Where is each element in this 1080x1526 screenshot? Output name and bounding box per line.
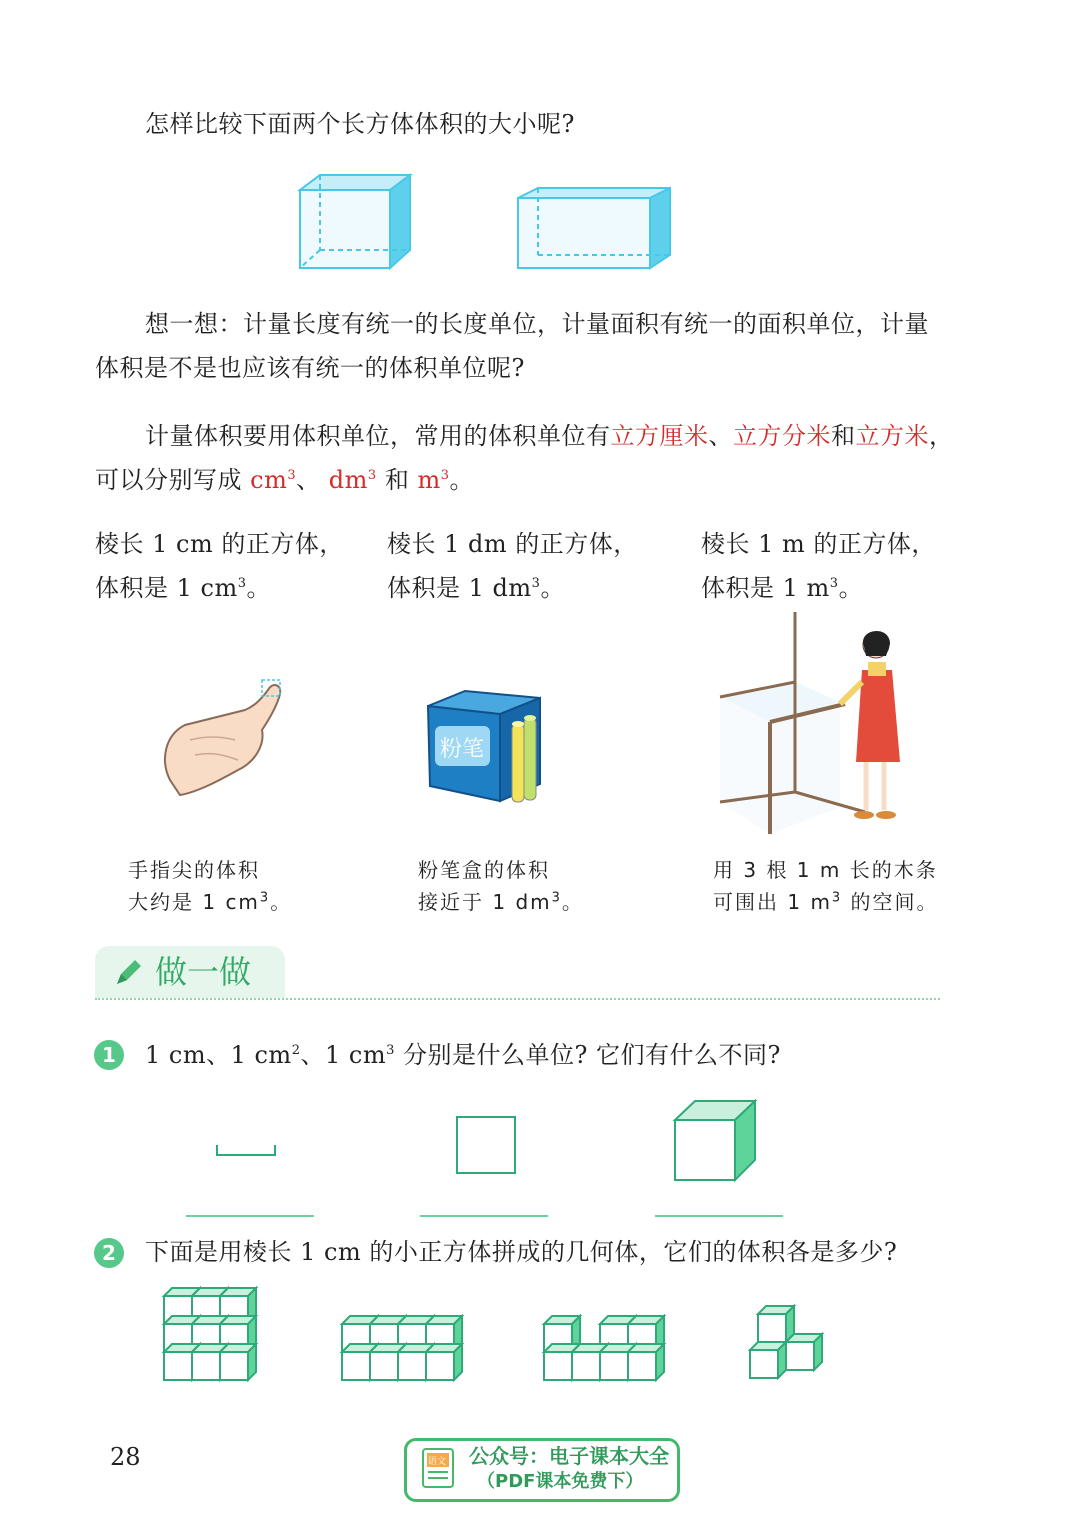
cubic-meter-illustration [680,612,910,837]
unit-line-shape [217,1145,275,1155]
fingertip-illustration [150,670,300,810]
assembly-c [544,1316,664,1380]
definition-dm: 棱长 1 dm 的正方体， 体积是 1 $dm^3$。 [387,530,638,602]
cuboid-figures [290,170,690,280]
book-icon [419,1445,461,1495]
answer-blank-2[interactable] [420,1215,548,1217]
symbol-dm3: $dm^3$ [328,466,377,494]
pencil-icon [113,958,143,988]
and-text: 和 [831,422,856,450]
think-line-1: 想一想：计量长度有统一的长度单位，计量面积有统一的面积单位，计量 [145,310,929,338]
footer-watermark [404,1438,680,1502]
unit-cube-shape [675,1101,755,1180]
section-header [95,946,285,998]
exercise-2-badge: 2 [94,1238,124,1268]
sep: 、 [296,466,321,494]
unit-shapes [200,1095,780,1185]
assembly-a [164,1288,256,1380]
definition-cm: 棱长 1 cm 的正方体， 体积是 1 $cm^3$。 [95,530,344,602]
section-divider [95,998,940,1000]
unit-cubic-dm: 立方分米 [733,422,831,450]
sep: 、 [708,422,733,450]
symbol-cm3: $cm^3$ [250,466,297,494]
caption-cubic-meter: 用 3 根 1 m 长的木条 可围出 1 $m^3$ 的空间。 [713,858,939,914]
cuboid-right [518,188,670,268]
units-line-1 [145,414,954,458]
exercise-2-text: 下面是用棱长 1 cm 的小正方体拼成的几何体，它们的体积各是多少? [145,1238,898,1266]
chalk-box-illustration [420,686,550,811]
exercise-1-text: 1 cm、1 $cm^2$、1 $cm^3$ 分别是什么单位? 它们有什么不同? [145,1041,781,1069]
units-line-2 [95,458,474,502]
chalk-label: 粉笔 [440,737,485,762]
cube-assemblies [150,1280,850,1390]
svg-text:语文: 语文 [428,1457,447,1467]
units-text-2: 可以分别写成 [95,466,242,494]
footer-line-1: 公众号：电子课本大全 [469,1444,669,1468]
page-number: 28 [110,1443,141,1471]
period: 。 [449,466,474,494]
answer-blank-1[interactable] [186,1215,314,1217]
answer-blank-3[interactable] [655,1215,783,1217]
think-line-2: 体积是不是也应该有统一的体积单位呢? [95,354,525,382]
cuboid-left [300,175,410,268]
unit-cubic-m: 立方米 [855,422,929,450]
units-text: 计量体积要用体积单位，常用的体积单位有 [145,422,611,450]
section-title: 做一做 [155,953,252,991]
intro-question: 怎样比较下面两个长方体体积的大小呢? [145,110,575,138]
unit-cubic-cm: 立方厘米 [610,422,709,450]
caption-fingertip: 手指尖的体积 大约是 1 $cm^3$。 [128,858,293,914]
unit-square-shape [457,1117,515,1173]
assembly-b [342,1316,462,1380]
comma: ， [929,422,954,450]
assembly-d [750,1306,822,1378]
exercise-1-badge: 1 [94,1040,124,1070]
caption-chalk-box: 粉笔盒的体积 接近于 1 $dm^3$。 [418,858,584,914]
and-text: 和 [384,466,410,494]
footer-line-2: （PDF课本免费下） [477,1471,644,1492]
definition-m: 棱长 1 m 的正方体， 体积是 1 $m^3$。 [701,530,936,602]
symbol-m3: $m^3$ [417,466,450,494]
